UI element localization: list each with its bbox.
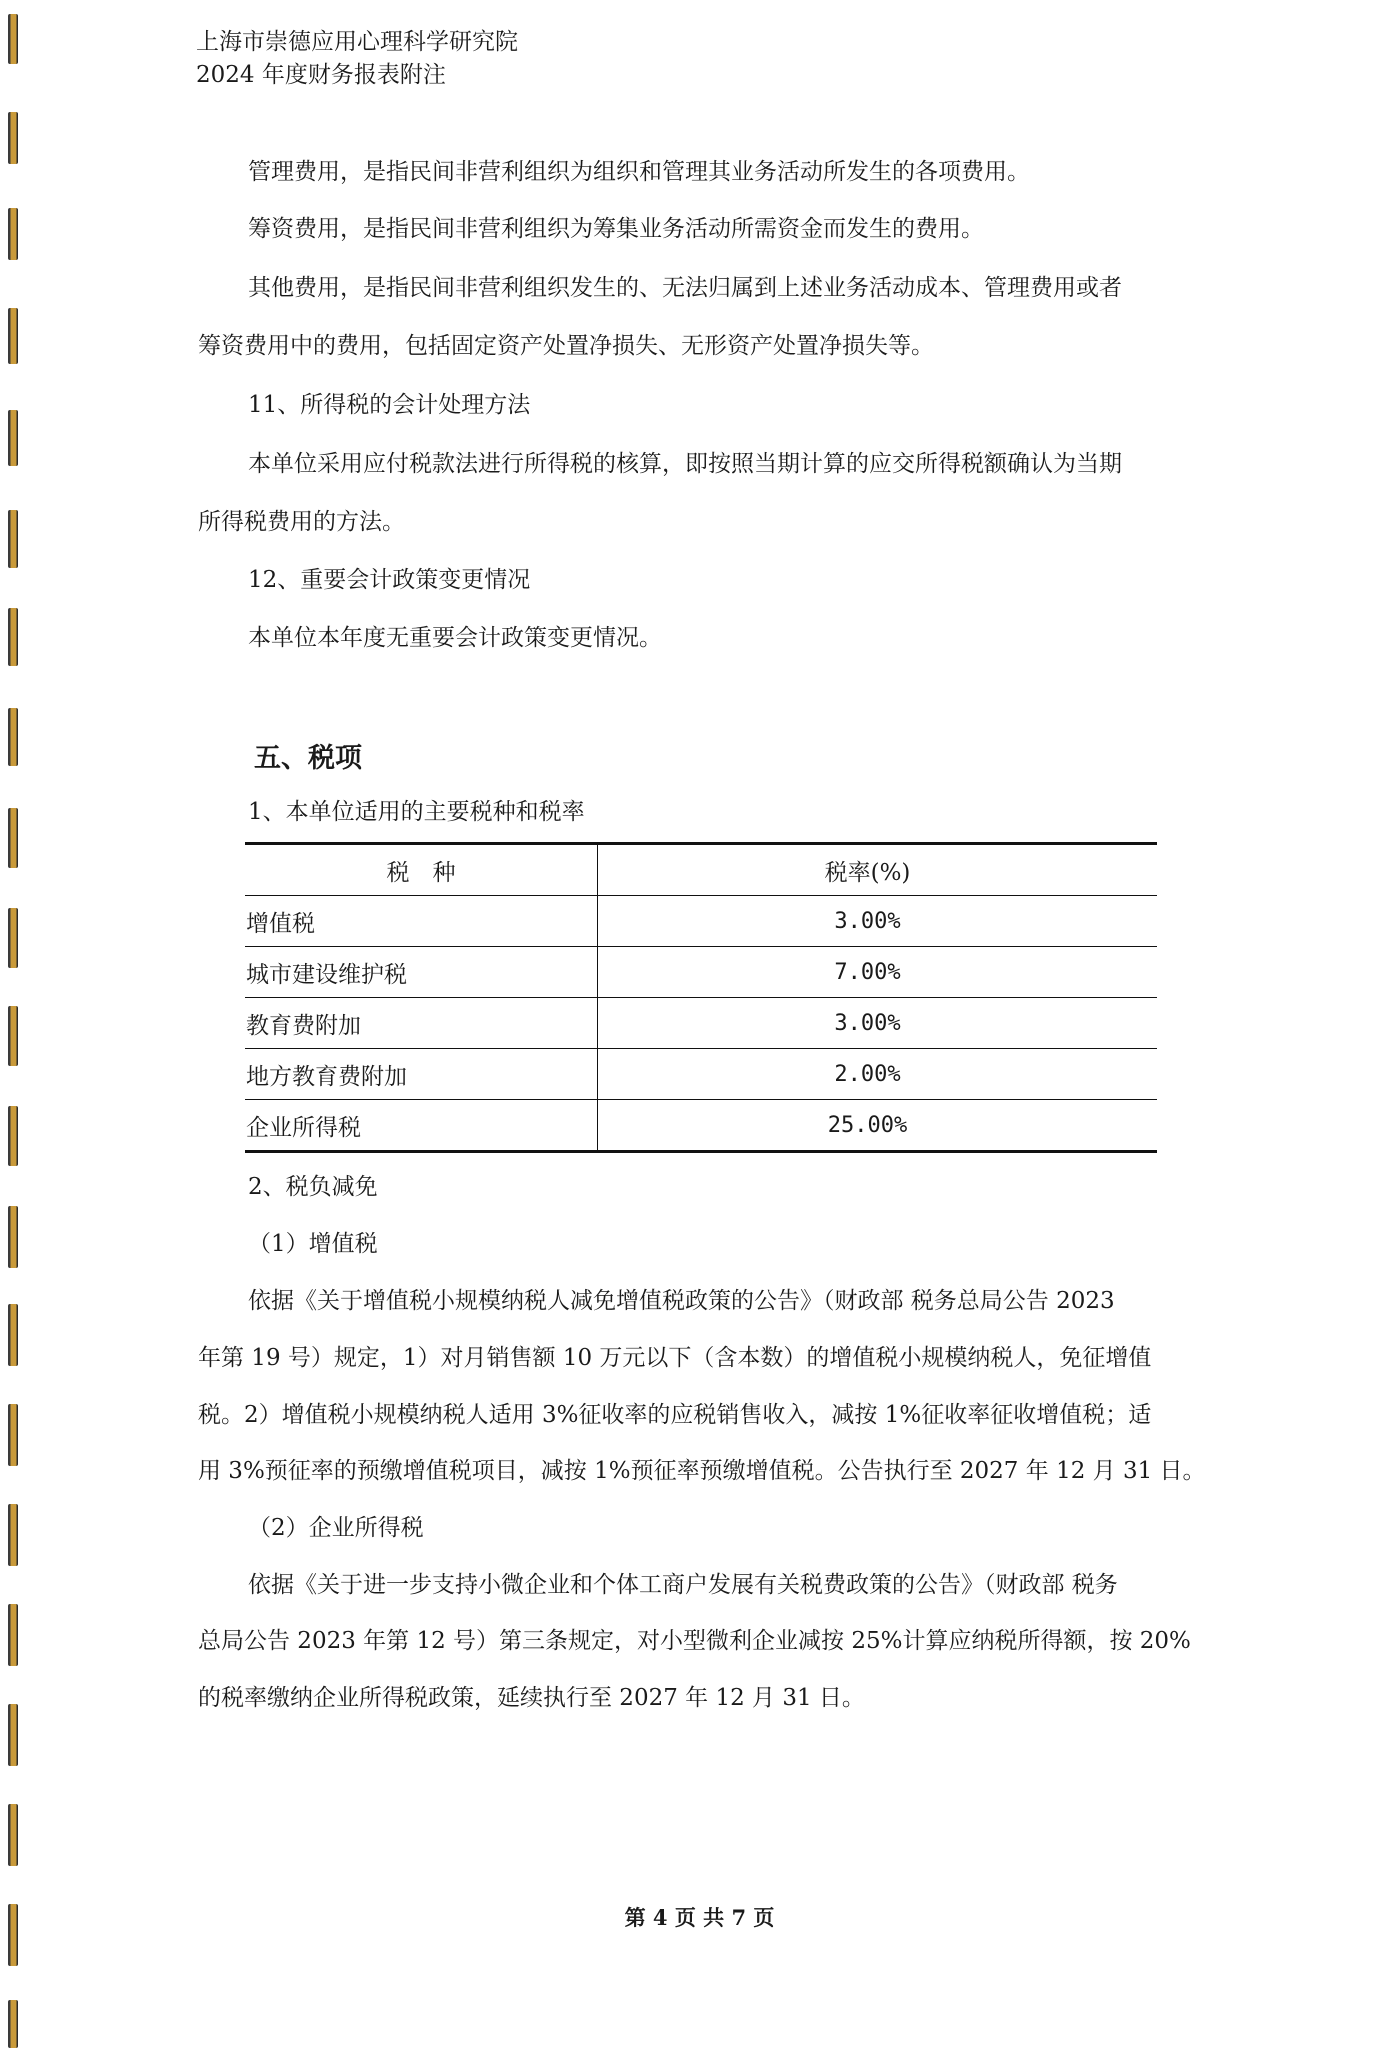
binding-ring: [8, 1504, 18, 1566]
binding-ring: [8, 1404, 18, 1466]
binding-ring: [8, 608, 18, 666]
binding-ring: [8, 1604, 18, 1666]
paragraph: 年第 19 号）规定，1）对月销售额 10 万元以下（含本数）的增值税小规模纳税人，免征增值: [198, 1345, 1152, 1371]
column-header: 税率(%): [824, 859, 911, 886]
tax-rate: 25.00%: [827, 1112, 908, 1138]
binding-ring: [8, 1106, 18, 1166]
binding-ring: [8, 410, 18, 466]
subheading: （2）企业所得税: [248, 1515, 424, 1541]
tax-name: 城市建设维护税: [245, 947, 598, 998]
binding-ring: [8, 2000, 18, 2048]
tax-rate: 2.00%: [834, 1061, 901, 1087]
tax-rate: 3.00%: [834, 1010, 901, 1036]
binding-ring: [8, 112, 18, 164]
binding-ring: [8, 308, 18, 364]
tax-rate: 7.00%: [834, 959, 901, 985]
binding-strip: [0, 0, 30, 2048]
binding-ring: [8, 908, 18, 968]
doc-title: 2024 年度财务报表附注: [196, 62, 446, 88]
section-title: 五、税项: [254, 743, 362, 774]
binding-ring: [8, 1006, 18, 1066]
page-number: 第 4 页 共 7 页: [624, 1905, 775, 1930]
table-row: [245, 998, 1157, 1049]
paragraph: 所得税费用的方法。: [198, 509, 405, 535]
tax-name: 地方教育费附加: [245, 1049, 598, 1100]
binding-ring: [8, 708, 18, 766]
binding-ring: [8, 1304, 18, 1366]
table-header-row: [245, 844, 1157, 896]
subheading: 11、所得税的会计处理方法: [248, 392, 531, 418]
tax-name: 教育费附加: [245, 998, 598, 1049]
binding-ring: [8, 14, 18, 64]
paragraph: 管理费用，是指民间非营利组织为组织和管理其业务活动所发生的各项费用。: [248, 159, 1030, 185]
paragraph: 其他费用，是指民间非营利组织发生的、无法归属到上述业务活动成本、管理费用或者: [248, 275, 1122, 301]
org-name: 上海市崇德应用心理科学研究院: [196, 29, 518, 55]
paragraph: 依据《关于进一步支持小微企业和个体工商户发展有关税费政策的公告》（财政部 税务: [248, 1572, 1118, 1598]
binding-ring: [8, 1804, 18, 1866]
binding-ring: [8, 1704, 18, 1766]
tax-rate-table: [245, 842, 1157, 1153]
paragraph: 本单位本年度无重要会计政策变更情况。: [248, 625, 662, 651]
binding-ring: [8, 808, 18, 868]
paragraph: 依据《关于增值税小规模纳税人减免增值税政策的公告》（财政部 税务总局公告 2023: [248, 1288, 1115, 1314]
tax-name: 企业所得税: [245, 1100, 598, 1152]
column-header: 税 种: [245, 844, 598, 896]
paragraph: 筹资费用，是指民间非营利组织为筹集业务活动所需资金而发生的费用。: [248, 216, 984, 242]
paragraph: 税。2）增值税小规模纳税人适用 3%征收率的应税销售收入，减按 1%征收率征收增值税；适: [198, 1402, 1152, 1428]
tax-name: 增值税: [245, 896, 598, 947]
binding-ring: [8, 510, 18, 568]
page-header: [196, 26, 518, 92]
paragraph: 筹资费用中的费用，包括固定资产处置净损失、无形资产处置净损失等。: [198, 333, 934, 359]
table-row: [245, 1049, 1157, 1100]
subheading: 2、税负减免: [248, 1174, 378, 1200]
subheading: （1）增值税: [248, 1231, 378, 1257]
tax-rate: 3.00%: [834, 908, 901, 934]
paragraph: 本单位采用应付税款法进行所得税的核算，即按照当期计算的应交所得税额确认为当期: [248, 451, 1122, 477]
binding-ring: [8, 1206, 18, 1268]
subheading: 1、本单位适用的主要税种和税率: [248, 799, 585, 825]
paragraph: 总局公告 2023 年第 12 号）第三条规定，对小型微利企业减按 25%计算应纳税所得额，按 20%: [198, 1628, 1191, 1654]
table-row: [245, 947, 1157, 998]
paragraph: 的税率缴纳企业所得税政策，延续执行至 2027 年 12 月 31 日。: [198, 1685, 865, 1711]
paragraph: 用 3%预征率的预缴增值税项目，减按 1%预征率预缴增值税。公告执行至 2027 年 12 月 31 日。: [198, 1458, 1206, 1484]
table-row: [245, 896, 1157, 947]
subheading: 12、重要会计政策变更情况: [248, 567, 531, 593]
table-row: [245, 1100, 1157, 1152]
binding-ring: [8, 208, 18, 260]
